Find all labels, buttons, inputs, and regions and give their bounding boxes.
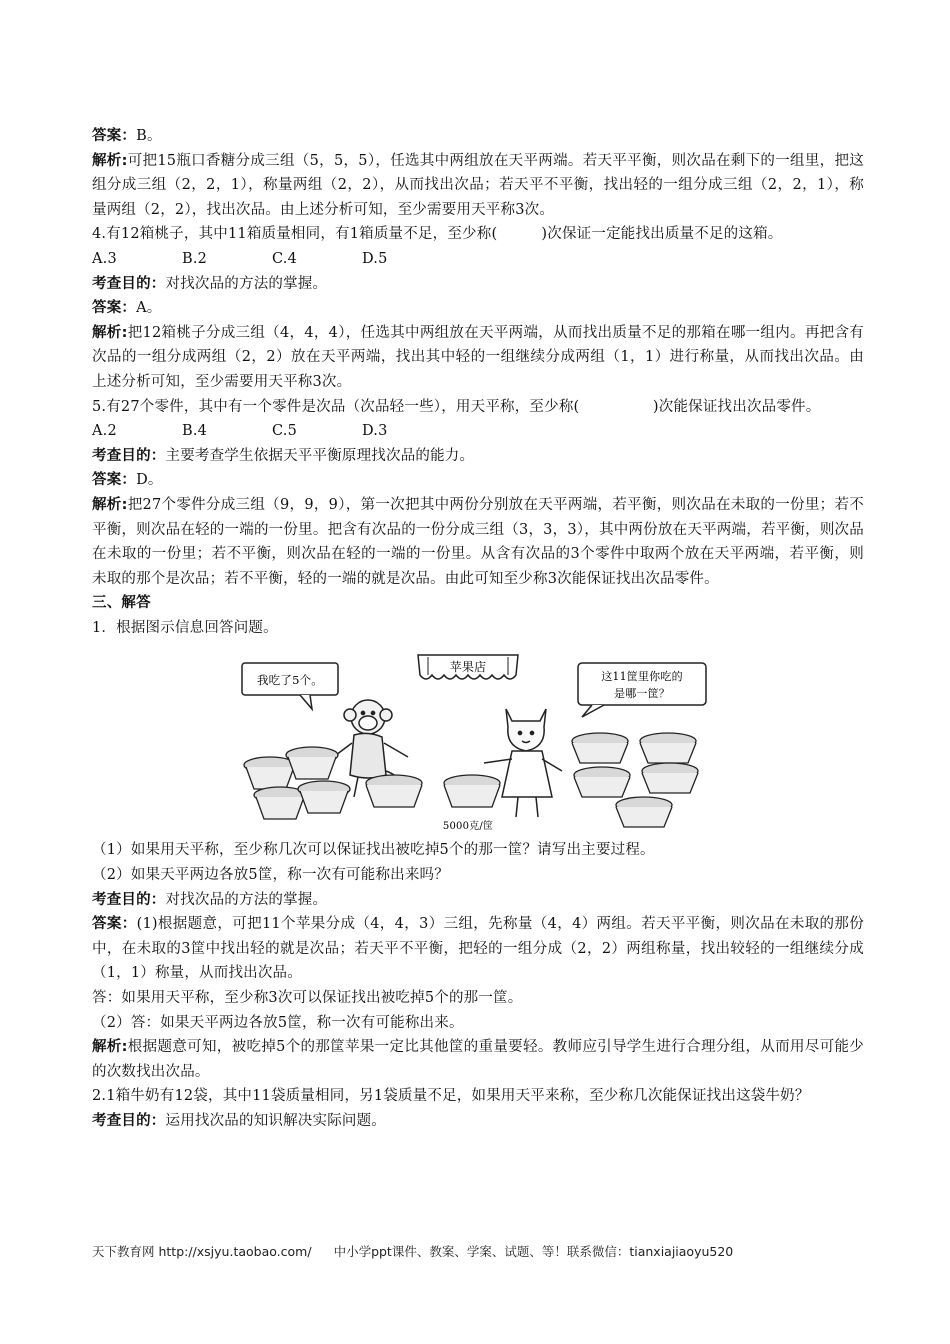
apple-shop-illustration	[240, 647, 720, 835]
s1-purpose	[92, 888, 864, 913]
option-a: A.2	[92, 423, 117, 440]
question-4-options	[92, 247, 864, 272]
analysis-text: 把12箱桃子分成三组（4，4，4），任选其中两组放在天平两端，从而找出质量不足的那箱在哪一组内。再把含有次品的一组分成两组（2，2）放在天平两端，找出其中轻的一组继续分成两组（1，1）进行称量，从而找出次品。由上述分析可知，至少需要用天平称3次。	[92, 324, 864, 390]
analysis-text: 可把15瓶口香糖分成三组（5，5，5），任选其中两组放在天平两端。若天平平衡，则次品在剩下的一组里，把这组分成三组（2，2，1），称量两组（2，2），从而找出次品；若天平不平衡，找出轻的一组分成三组（2，2，1），称量两组（2，2），找出次品。由上述分析可知，至少需要用天平称3次。	[92, 152, 864, 218]
answer-label: 答案：	[92, 128, 137, 144]
answer-value: D。	[136, 472, 163, 489]
illustration-svg	[240, 647, 720, 835]
section-heading: 三、解答	[92, 595, 151, 612]
cat-speech-line-1: 这11筐里你吃的	[601, 670, 683, 684]
basket-3	[254, 787, 306, 819]
cat-speech-line-2: 是哪一筐？	[614, 687, 670, 701]
purpose-text: 对找次品的方法的掌握。	[165, 891, 328, 908]
answer-label: 答案：	[92, 472, 137, 489]
answer-value: A。	[136, 300, 162, 317]
page-footer	[92, 1242, 733, 1260]
purpose-text: 对找次品的方法的掌握。	[165, 275, 328, 292]
answer-label: 答案：	[92, 916, 137, 933]
shop-sign-text: 苹果店	[449, 660, 487, 675]
document-body	[92, 124, 864, 1134]
basket-6	[444, 775, 500, 807]
option-a: A.3	[92, 250, 117, 267]
basket-9	[574, 767, 630, 797]
analysis-label: 解析:	[92, 324, 128, 341]
solve-question-1-part-1: （1）如果用天平称，至少称几次可以保证找出被吃掉5个的那一筐？请写出主要过程。	[92, 842, 655, 859]
option-d: D.5	[362, 250, 388, 267]
shop-sign	[418, 655, 518, 679]
s1-answer-part-2: （2）答：如果天平两边各放5筐，称一次有可能称出来。	[92, 1014, 464, 1031]
footer-contact: 中小学ppt课件、教案、学案、试题、等！联系微信：tianxiajiaoyu520	[333, 1244, 734, 1259]
solve-question-1: 1．根据图示信息回答问题。	[92, 619, 278, 636]
purpose-label: 考查目的：	[92, 447, 166, 464]
solve-question-1-part-2: （2）如果天平两边各放5筐，称一次有可能称出来吗？	[92, 867, 449, 884]
analysis-label: 解析:	[92, 152, 128, 169]
answer-label: 答案：	[92, 300, 137, 317]
monkey-speech-text: 我吃了5个。	[256, 673, 324, 688]
option-c: C.5	[272, 423, 298, 440]
purpose-label: 考查目的：	[92, 891, 166, 908]
cat-figure	[484, 709, 562, 817]
s1-answer-conclusion: 答：如果用天平称，至少称3次可以保证找出被吃掉5个的那一筐。	[92, 990, 523, 1007]
basket-10	[642, 763, 698, 793]
footer-site-link[interactable]: 天下教育网 http://xsjyu.taobao.com/	[92, 1244, 312, 1259]
purpose-text: 主要考查学生依据天平平衡原理找次品的能力。	[165, 447, 475, 464]
q4-purpose	[92, 272, 864, 297]
basket-1	[244, 757, 296, 789]
q4-answer	[92, 296, 864, 321]
purpose-label: 考查目的：	[92, 275, 166, 292]
q5-analysis	[92, 493, 864, 591]
basket-11	[616, 797, 672, 827]
answer-value: B。	[136, 128, 162, 144]
q5-purpose	[92, 444, 864, 469]
solve-question-2: 2.1箱牛奶有12袋，其中11袋质量相同，另1袋质量不足，如果用天平来称，至少称几次能保证找出这袋牛奶？	[92, 1088, 810, 1105]
q3-analysis	[92, 149, 864, 223]
s2-purpose	[92, 1109, 864, 1134]
s1-answer	[92, 912, 864, 986]
q3-answer	[92, 124, 864, 149]
q5-answer	[92, 468, 864, 493]
analysis-label: 解析:	[92, 496, 128, 513]
cat-speech-bubble	[578, 663, 706, 717]
basket-7	[572, 733, 628, 763]
analysis-label: 解析:	[92, 1039, 128, 1056]
analysis-text: 把27个零件分成三组（9，9，9），第一次把其中两份分别放在天平两端，若平衡，则次品在未取的一份里；若不平衡，则次品在轻的一端的一份里。把含有次品的一份分成三组（3，3，3），其中两份放在天平两端，若平衡，则次品在未取的一份里；若不平衡，则次品在轻的一端的一份里。从含有次品的3个零件中取两个放在天平两端，若平衡，则未取的那个是次品；若不平衡，轻的一端的就是次品。由此可知至少称3次能保证找出次品零件。	[92, 496, 864, 587]
option-b: B.2	[182, 250, 208, 267]
basket-weight-label: 5000克/筐	[442, 821, 494, 833]
analysis-text: 根据题意可知，被吃掉5个的那筐苹果一定比其他筐的重量要轻。教师应引导学生进行合理分组，从而用尽可能少的次数找出次品。	[92, 1039, 864, 1080]
s1-analysis	[92, 1035, 864, 1084]
option-d: D.3	[362, 423, 388, 440]
basket-2	[286, 747, 338, 779]
monkey-speech-bubble	[242, 663, 338, 709]
option-b: B.4	[182, 423, 208, 440]
basket-4	[298, 781, 350, 813]
basket-8	[640, 733, 696, 763]
question-5-options	[92, 419, 864, 444]
basket-5	[366, 775, 422, 807]
answer-value: (1)根据题意，可把11个苹果分成（4，4，3）三组，先称量（4，4）两组。若天平平衡，则次品在未取的那份中，在未取的3筐中找出轻的就是次品；若天平不平衡，把轻的一组分成（2，2）两组称量，找出较轻的一组继续分成（1，1）称量，从而找出次品。	[92, 916, 864, 982]
q4-analysis	[92, 321, 864, 395]
purpose-text: 运用找次品的知识解决实际问题。	[165, 1113, 386, 1129]
purpose-label: 考查目的：	[92, 1113, 166, 1129]
question-4: 4.有12箱桃子，其中11箱质量相同，有1箱质量不足，至少称( )次保证一定能找出质量不足的这箱。	[92, 226, 783, 243]
question-5: 5.有27个零件，其中有一个零件是次品（次品轻一些），用天平称，至少称( )次能保证找出次品零件。	[92, 398, 821, 415]
apple-baskets	[244, 733, 698, 827]
option-c: C.4	[272, 250, 298, 267]
